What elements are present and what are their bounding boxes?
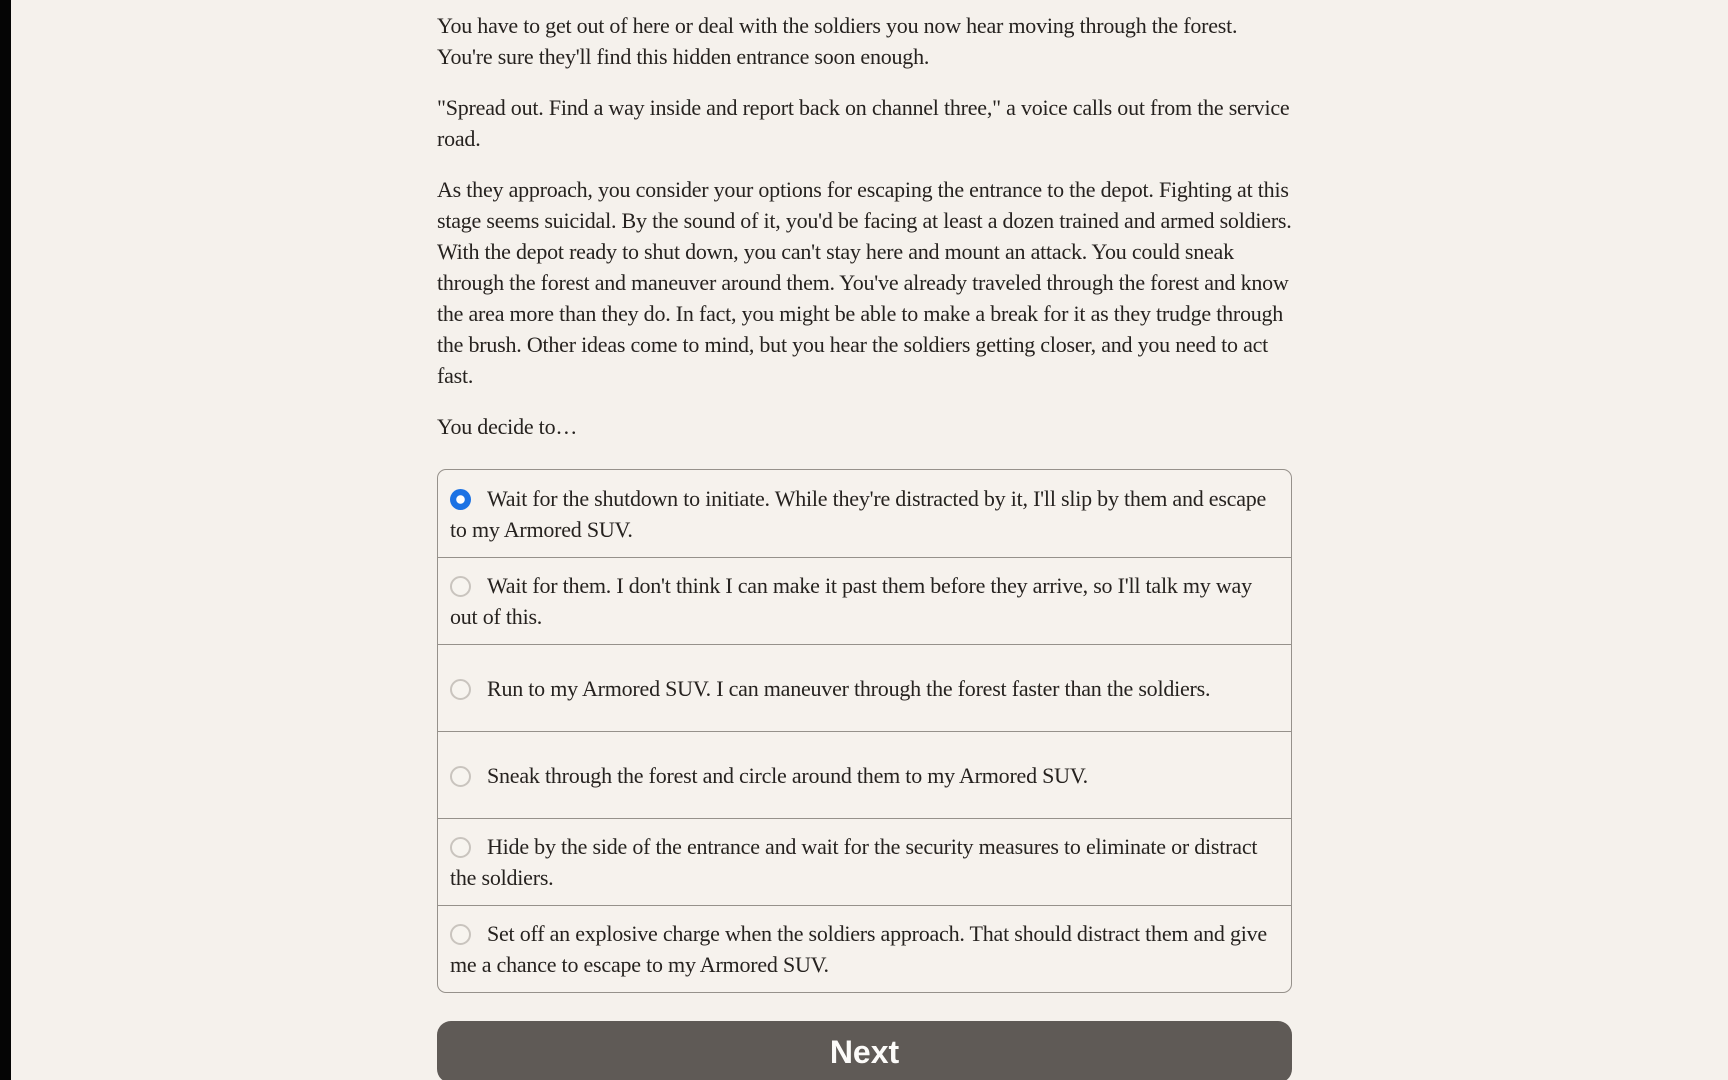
radio-button-selected[interactable] (450, 489, 471, 510)
choice-option[interactable] (438, 470, 1291, 557)
radio-button[interactable] (450, 837, 471, 858)
next-button[interactable]: Next (437, 1021, 1292, 1080)
radio-button[interactable] (450, 679, 471, 700)
choice-label: Run to my Armored SUV. I can maneuver through the forest faster than the soldiers. (487, 675, 1211, 701)
story-paragraph: As they approach, you consider your options for escaping the entrance to the depot. Fighting at this stage seems suicidal. By the sound of it, you'd be facing at least a dozen trained and armed soldiers. With the depot ready to shut down, you can't stay here and mount an attack. You could sneak through the forest and maneuver around them. You've already traveled through the forest and know the area more than they do. In fact, you might be able to make a break for it as they trudge through the brush. Other ideas come to mind, but you hear the soldiers getting closer, and you need to act fast. (437, 177, 1292, 388)
choice-label: Wait for them. I don't think I can make it past them before they arrive, so I'll talk my way out of this. (450, 573, 1252, 629)
choice-body (450, 918, 1279, 980)
choice-body (450, 570, 1279, 632)
choice-option[interactable] (438, 818, 1291, 905)
choices-list (437, 469, 1292, 993)
choice-body (450, 483, 1279, 545)
decision-prompt: You decide to… (437, 414, 578, 439)
story-text (437, 10, 1292, 442)
choice-label: Set off an explosive charge when the soldiers approach. That should distract them and give me a chance to escape to my Armored SUV. (450, 921, 1267, 977)
choice-body (450, 831, 1279, 893)
radio-button[interactable] (450, 766, 471, 787)
choice-label: Hide by the side of the entrance and wait for the security measures to eliminate or distract the soldiers. (450, 834, 1258, 890)
story-page (437, 0, 1292, 1080)
radio-button[interactable] (450, 576, 471, 597)
choice-label: Wait for the shutdown to initiate. While they're distracted by it, I'll slip by them and escape to my Armored SUV. (450, 485, 1267, 542)
story-paragraph: You have to get out of here or deal with the soldiers you now hear moving through the forest. You're sure they'll find this hidden entrance soon enough. (437, 13, 1238, 69)
choice-option[interactable] (438, 644, 1291, 731)
choice-option[interactable] (438, 731, 1291, 818)
left-edge-bar (0, 0, 11, 1080)
story-paragraph: "Spread out. Find a way inside and report back on channel three," a voice calls out from the service road. (437, 95, 1290, 151)
choice-option[interactable] (438, 557, 1291, 644)
choice-option[interactable] (438, 905, 1291, 992)
radio-button[interactable] (450, 924, 471, 945)
choice-label: Sneak through the forest and circle around them to my Armored SUV. (487, 762, 1088, 788)
choice-body (450, 673, 1210, 704)
choice-body (450, 760, 1088, 791)
